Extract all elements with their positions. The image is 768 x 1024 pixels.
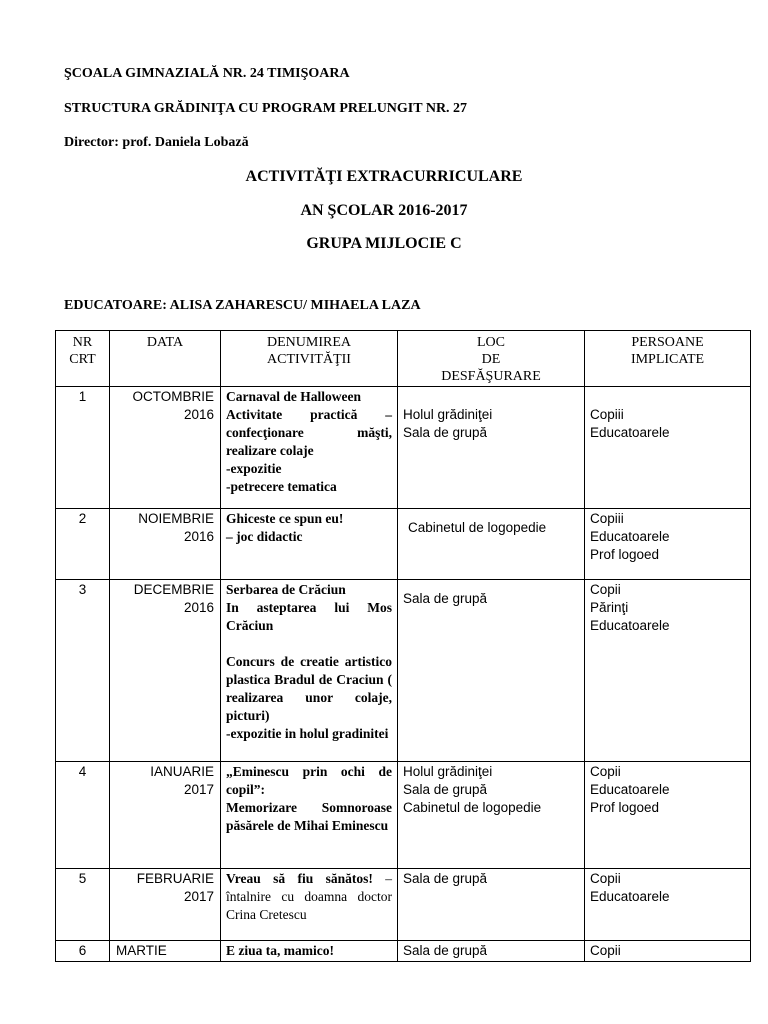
- header-data-label: DATA: [146, 335, 184, 350]
- row-place: [398, 941, 585, 962]
- activities-table: [55, 330, 751, 962]
- person-line: Copiii: [590, 511, 624, 526]
- row-persons: [585, 509, 751, 580]
- header-nr-line2: CRT: [69, 352, 96, 367]
- person-line: Copii: [590, 764, 621, 779]
- activity-line: Ghiceste ce spun eu!: [226, 511, 344, 526]
- header-place-line2: DE: [481, 352, 501, 367]
- row-activity: [221, 869, 398, 941]
- row-number: 4: [56, 762, 110, 869]
- activity-line: -petrecere tematica: [226, 479, 337, 494]
- row-year: 2016: [183, 529, 214, 544]
- header-persons-line1: PERSOANE: [631, 335, 704, 350]
- place-line: Holul grădiniţei: [403, 407, 493, 422]
- educators-line: EDUCATOARE: ALISA ZAHARESCU/ MIHAELA LAZA: [64, 298, 421, 313]
- row-year: 2016: [183, 600, 214, 615]
- header-data: [110, 331, 221, 387]
- person-line: Educatoarele: [590, 618, 670, 633]
- person-line: Copii: [590, 582, 621, 597]
- row-date: [110, 762, 221, 869]
- place-line: Sala de grupă: [403, 943, 488, 958]
- header-persons-line2: IMPLICATE: [630, 352, 705, 367]
- row-place: [398, 869, 585, 941]
- activity-line: Concurs de creatie artistico plastica Bradul de Craciun ( realizarea unor colaje, picturi): [226, 654, 392, 723]
- row-persons: [585, 762, 751, 869]
- kindergarten-structure: STRUCTURA GRĂDINIŢA CU PROGRAM PRELUNGIT NR. 27: [64, 101, 468, 116]
- row-number: 1: [56, 387, 110, 509]
- place-line: Cabinetul de logopedie: [408, 520, 547, 535]
- place-line: Sala de grupă: [403, 871, 488, 886]
- person-line: Prof logoed: [590, 800, 660, 815]
- table-row: [56, 387, 751, 509]
- row-place: [398, 509, 585, 580]
- row-number: 6: [56, 941, 110, 962]
- row-activity: [221, 762, 398, 869]
- row-place: [398, 580, 585, 762]
- header-nr-line1: NR: [72, 335, 93, 350]
- row-date: [110, 869, 221, 941]
- activity-line: Serbarea de Crăciun: [226, 582, 346, 597]
- row-number: 3: [56, 580, 110, 762]
- row-month: DECEMBRIE: [133, 582, 214, 597]
- header-place: [398, 331, 585, 387]
- place-line: Sala de grupă: [403, 425, 488, 440]
- row-activity: [221, 941, 398, 962]
- table-row: [56, 580, 751, 762]
- row-activity: [221, 509, 398, 580]
- person-line: Copii: [590, 943, 621, 958]
- row-persons: [585, 580, 751, 762]
- table-row: [56, 509, 751, 580]
- person-line: Copiii: [590, 407, 624, 422]
- row-month: MARTIE: [116, 943, 167, 958]
- activity-line: „Eminescu prin ochi de copil”:: [226, 764, 392, 797]
- activity-spacer: [226, 635, 392, 653]
- person-line: Educatoarele: [590, 529, 670, 544]
- header-place-line3: DESFĂŞURARE: [441, 369, 541, 384]
- activity-line: -expozitie in holul gradinitei: [226, 726, 389, 741]
- director-line: Director: prof. Daniela Lobază: [64, 135, 249, 150]
- person-line: Educatoarele: [590, 889, 670, 904]
- activity-line: E ziua ta, mamico!: [226, 943, 334, 958]
- row-date: [110, 580, 221, 762]
- row-number: 5: [56, 869, 110, 941]
- person-line: Educatoarele: [590, 425, 670, 440]
- row-month: NOIEMBRIE: [138, 511, 214, 526]
- document-title: ACTIVITĂŢI EXTRACURRICULARE: [245, 168, 523, 185]
- person-line: Părinţi: [590, 600, 629, 615]
- person-line: Copii: [590, 871, 621, 886]
- row-place: [398, 387, 585, 509]
- header-nr: [56, 331, 110, 387]
- activity-line: – joc didactic: [226, 529, 303, 544]
- activity-title: Vreau să fiu sănătos!: [226, 871, 373, 886]
- person-line: Prof logoed: [590, 547, 660, 562]
- row-persons: [585, 941, 751, 962]
- activity-line: -expozitie: [226, 461, 282, 476]
- row-date: [110, 509, 221, 580]
- header-persons: [585, 331, 751, 387]
- row-year: 2017: [183, 889, 214, 904]
- row-year: 2016: [183, 407, 214, 422]
- header-activity-line2: ACTIVITĂŢII: [267, 352, 351, 367]
- place-line: Holul grădiniţei: [403, 764, 493, 779]
- activity-line: Carnaval de Halloween: [226, 389, 361, 404]
- row-date: [110, 387, 221, 509]
- header-place-line1: LOC: [477, 335, 505, 350]
- person-line: Educatoarele: [590, 782, 670, 797]
- row-month: IANUARIE: [150, 764, 214, 779]
- row-persons: [585, 869, 751, 941]
- activity-description: – întalnire cu doamna doctor Crina Cretescu: [226, 871, 392, 922]
- school-name: ŞCOALA GIMNAZIALĂ NR. 24 TIMIŞOARA: [64, 66, 350, 81]
- place-line: Cabinetul de logopedie: [403, 800, 542, 815]
- activity-line: Memorizare Somnoroase păsărele de Mihai Eminescu: [226, 800, 392, 833]
- activity-line: Activitate practică – confecţionare măşti, realizare colaje: [226, 407, 392, 458]
- row-month: OCTOMBRIE: [132, 389, 214, 404]
- table-header-row: [56, 331, 751, 387]
- place-line: Sala de grupă: [403, 591, 488, 606]
- table-row: [56, 941, 751, 962]
- row-activity: [221, 387, 398, 509]
- place-line: Sala de grupă: [403, 782, 488, 797]
- row-number: 2: [56, 509, 110, 580]
- row-date: [110, 941, 221, 962]
- header-activity-line1: DENUMIREA: [267, 335, 351, 350]
- table-row: [56, 762, 751, 869]
- row-place: [398, 762, 585, 869]
- activity-line: In asteptarea lui Mos Crăciun: [226, 600, 392, 633]
- row-month: FEBRUARIE: [136, 871, 214, 886]
- row-year: 2017: [183, 782, 214, 797]
- school-year-title: AN ŞCOLAR 2016-2017: [300, 202, 468, 219]
- header-activity: [221, 331, 398, 387]
- table-row: [56, 869, 751, 941]
- row-activity: [221, 580, 398, 762]
- group-title: GRUPA MIJLOCIE C: [306, 235, 462, 252]
- row-persons: [585, 387, 751, 509]
